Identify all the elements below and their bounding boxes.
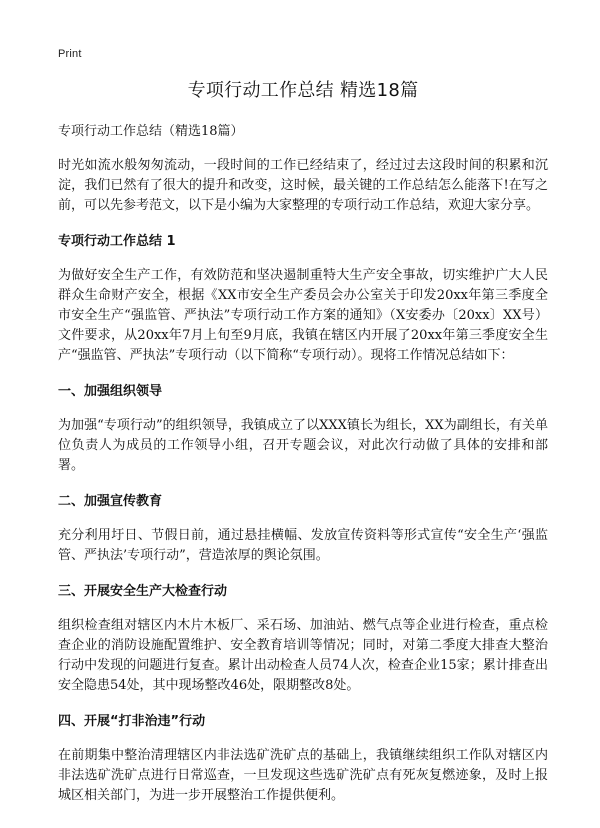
section-text-crackdown: 在前期集中整治清理辖区内非法选矿洗矿点的基础上，我镇继续组织工作队对辖区内非法选矿洗矿点进行日常巡查，一旦发现这些选矿洗矿点有死灰复燃迹象，及时上报城区相关部门，为进一步开展整治工作提供便利。 <box>58 748 548 803</box>
summary-heading: 专项行动工作总结 1 <box>58 234 176 249</box>
section-heading-crackdown: 四、开展“打非治违”行动 <box>58 714 206 729</box>
document-subtitle: 专项行动工作总结（精选18篇） <box>58 124 244 139</box>
page-title: 专项行动工作总结 精选18篇 <box>187 80 419 101</box>
print-label[interactable]: Print <box>58 48 82 60</box>
section-heading-inspection: 三、开展安全生产大检查行动 <box>58 584 228 599</box>
document-body <box>58 78 548 822</box>
section-heading-organization: 一、加强组织领导 <box>58 384 163 399</box>
section-heading-publicity: 二、加强宣传教育 <box>58 494 163 509</box>
summary-paragraph: 为做好安全生产工作，有效防范和坚决遏制重特大生产安全事故，切实维护广大人民群众生命财产安全，根据《XX市安全生产委员会办公室关于印发20xx年第三季度全市安全生产“强监管、严执法”专项行动工作方案的通知》（X安委办〔20xx〕XX号）文件要求，从20xx年7月上旬至9月底，我镇在辖区内开展了20xx年第三季度安全生产“强监管、严执法”专项行动（以下简称“专项行动）。现将工作情况总结如下： <box>58 268 548 363</box>
intro-paragraph: 时光如流水般匆匆流动，一段时间的工作已经结束了，经过过去这段时间的积累和沉淀，我们已然有了很大的提升和改变，这时候，最关键的工作总结怎么能落下!在写之前，可以先参考范文，以下是小编为大家整理的专项行动工作总结，欢迎大家分享。 <box>58 158 548 213</box>
section-text-inspection: 组织检查组对辖区内木片木板厂、采石场、加油站、燃气点等企业进行检查，重点检查企业的消防设施配置维护、安全教育培训等情况；同时，对第二季度大排查大整治行动中发现的问题进行复查。累计出动检查人员74人次，检查企业15家；累计排查出安全隐患54处，其中现场整改46处，限期整改8处。 <box>58 618 548 693</box>
section-text-publicity: 充分利用圩日、节假日前，通过悬挂横幅、发放宣传资料等形式宣传“安全生产‘强监管、严执法’专项行动”，营造浓厚的舆论氛围。 <box>58 528 548 563</box>
section-text-organization: 为加强“专项行动”的组织领导，我镇成立了以XXX镇长为组长，XX为副组长，有关单位负责人为成员的工作领导小组，召开专题会议，对此次行动做了具体的安排和部署。 <box>58 418 548 473</box>
